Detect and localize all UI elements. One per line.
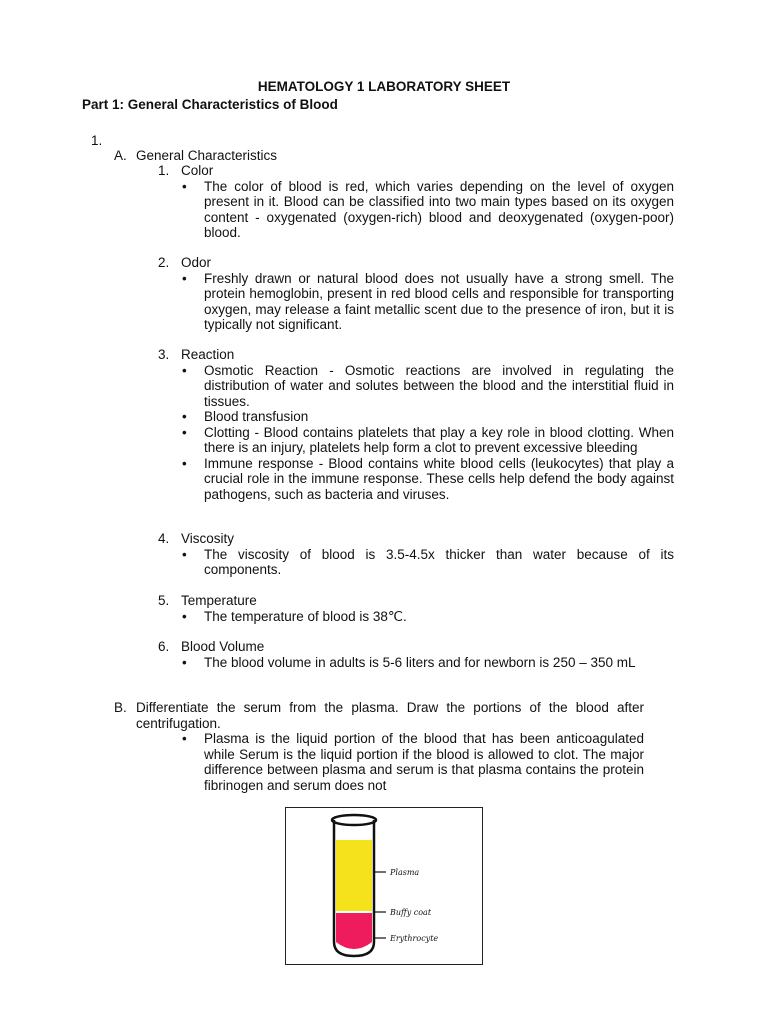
item-number: 4.: [158, 531, 170, 546]
item-number: 3.: [158, 347, 170, 362]
question-number: 1.: [91, 133, 103, 148]
bullet-text: Freshly drawn or natural blood does not usually have a strong smell. The protein hemoglobin, present in red blood cells and responsible for transporting oxygen, may release a faint metallic scent due to the presence of iron, but it is typically not significant.: [204, 270, 674, 332]
erythrocyte-layer: [336, 912, 372, 949]
bullet-item: [182, 270, 674, 333]
item-heading: Blood Volume: [181, 639, 265, 654]
bullet-list: [182, 178, 674, 241]
label-erythrocyte: Erythrocyte: [390, 934, 439, 943]
bullet-dot-icon: •: [182, 424, 187, 440]
section-a-label: A.: [114, 148, 127, 163]
bullet-text: The temperature of blood is 38℃.: [204, 608, 407, 624]
bullet-list: [182, 270, 674, 333]
document-title: HEMATOLOGY 1 LABORATORY SHEET: [257, 79, 511, 94]
bullet-text: Blood transfusion: [204, 409, 309, 424]
section-a-title: General Characteristics: [136, 148, 278, 163]
bullet-text: Clotting - Blood contains platelets that play a key role in blood clotting. When there is an injury, platelets help form a clot to prevent excessive bleeding: [204, 424, 674, 455]
bullet-text: The color of blood is red, which varies depending on the level of oxygen present in it. Blood can be classified into two main types based on its oxygen content - oxygenated (oxygen-rich) blood and deoxygenated (oxygen-poor) blood.: [204, 178, 674, 240]
bullet-dot-icon: •: [182, 362, 187, 378]
bullet-item: [182, 409, 674, 425]
section-b-question: Differentiate the serum from the plasma. Draw the portions of the blood after centrifugation.: [136, 700, 644, 731]
bullet-list: [182, 362, 674, 503]
item-heading: Color: [181, 163, 214, 178]
bullet-item: [182, 178, 674, 241]
tube-rim: [332, 815, 376, 825]
item-heading: Temperature: [181, 593, 257, 608]
item-number: 6.: [158, 639, 170, 654]
bullet-item: [182, 608, 674, 625]
bullet-dot-icon: •: [182, 654, 187, 670]
bullet-text: Osmotic Reaction - Osmotic reactions are involved in regulating the distribution of water and solutes between the blood and the interstitial fluid in tissues.: [204, 362, 674, 409]
bullet-item: [182, 546, 674, 578]
bullet-item: [182, 654, 674, 671]
bullet-text: Immune response - Blood contains white blood cells (leukocytes) that play a crucial role in the immune response. These cells help defend the body against pathogens, such as bacteria and viruses.: [204, 455, 674, 502]
item-number: 1.: [158, 163, 170, 178]
item-number: 5.: [158, 593, 170, 608]
bullet-list: [182, 654, 674, 671]
item-heading: Viscosity: [181, 531, 235, 546]
bullet-dot-icon: •: [182, 731, 187, 746]
label-buffy-coat: Buffy coat: [390, 908, 432, 917]
plasma-layer: [336, 840, 372, 912]
bullet-item: [182, 455, 674, 503]
section-b-answer: [182, 731, 644, 793]
bullet-dot-icon: •: [182, 409, 187, 424]
label-plasma: Plasma: [390, 868, 420, 877]
bullet-text: The blood volume in adults is 5-6 liters and for newborn is 250 – 350 mL: [204, 654, 636, 670]
test-tube-figure: [285, 807, 483, 965]
bullet-item: [182, 424, 674, 456]
item-heading: Reaction: [181, 347, 235, 362]
bullet-dot-icon: •: [182, 608, 187, 624]
bullet-dot-icon: •: [182, 455, 187, 471]
bullet-dot-icon: •: [182, 270, 187, 286]
bullet-item: [182, 362, 674, 410]
bullet-list: [182, 546, 674, 578]
item-heading: Odor: [181, 255, 212, 270]
bullet-list: [182, 608, 674, 625]
bullet-text: The viscosity of blood is 3.5-4.5x thicker than water because of its components.: [204, 546, 674, 577]
bullet-dot-icon: •: [182, 546, 187, 562]
answer-text: Plasma is the liquid portion of the blood that has been anticoagulated while Serum is the liquid portion if the blood is allowed to clot. The major difference between plasma and serum is that plasma contains the protein fibrinogen and serum does not: [204, 731, 644, 793]
item-number: 2.: [158, 255, 170, 270]
section-b-label: B.: [114, 700, 127, 715]
test-tube-drawing: [286, 808, 482, 964]
bullet-dot-icon: •: [182, 178, 187, 194]
part-heading: Part 1: General Characteristics of Blood: [82, 97, 338, 112]
